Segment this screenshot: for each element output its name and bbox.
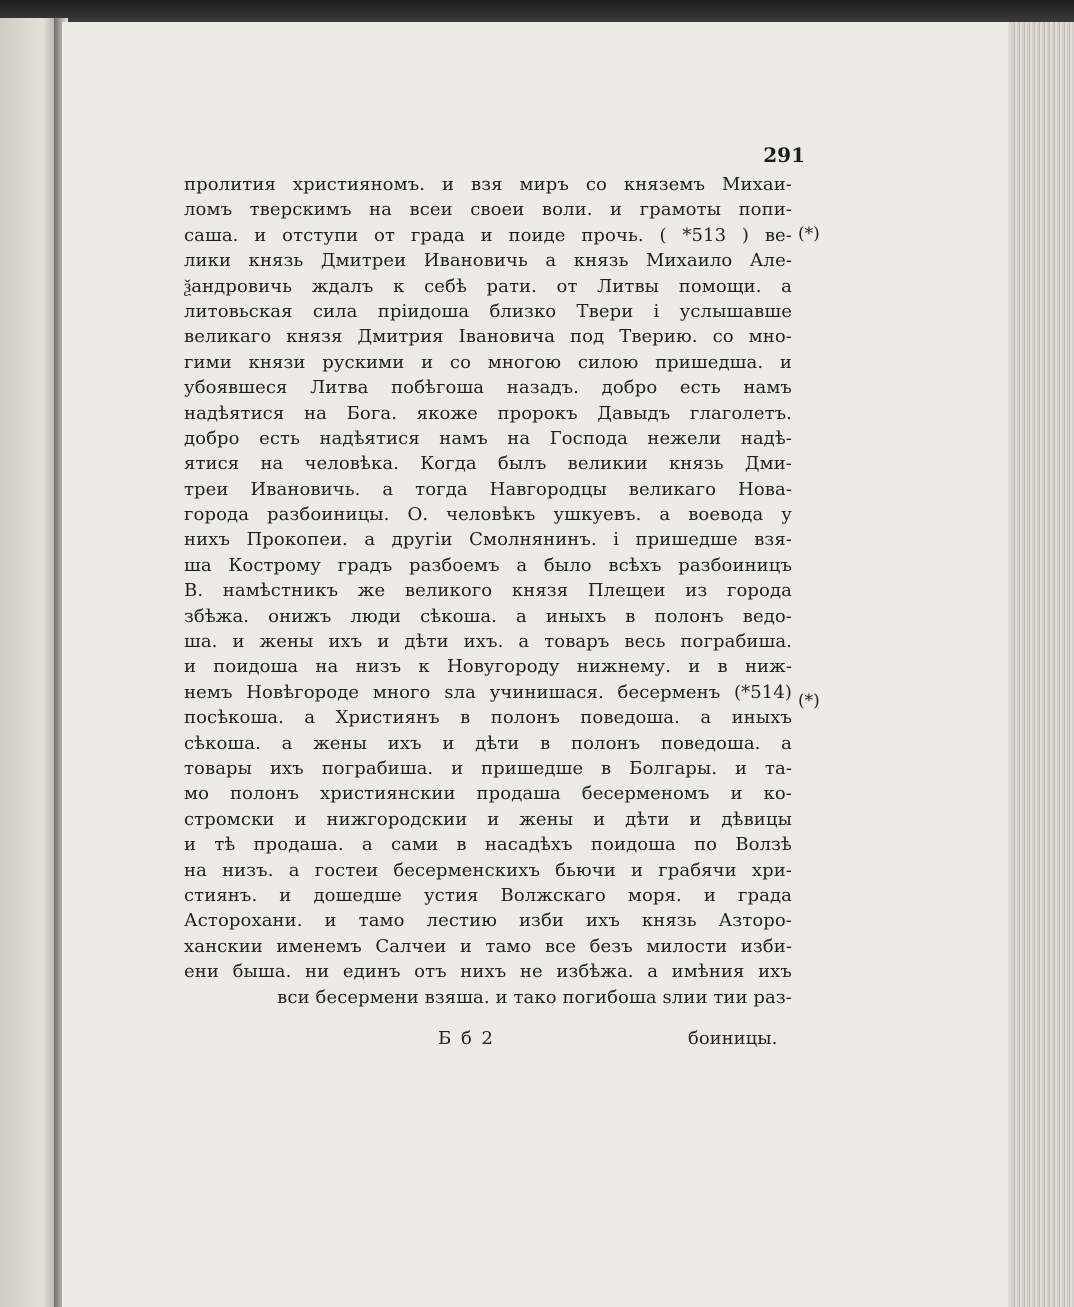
text-line: на низъ. а гостеи бесерменскихъ бьючи и грабячи хри- [184,859,792,881]
text-line: добро есть надѣятися намъ на Господа нежели надѣ- [184,427,792,449]
margin-note-514: (*) [798,691,820,711]
text-line: треи Ивановичь. а тогда Навгородцы великаго Нова- [184,478,792,500]
catchword: боиницы. [688,1028,778,1049]
text-line: стиянъ. и дошедше устия Волжскаго моря. и града [184,884,792,906]
text-line: ша Кострому градъ разбоемъ а было всѣхъ разбоиницъ [184,554,792,576]
text-line: ханскии именемъ Салчеи и тамо все безъ милости изби- [184,935,792,957]
text-line: убоявшеся Литва побѣгоша назадъ. добро есть намъ [184,377,792,399]
text-line: пролития християномъ. и взя миръ со княземъ Михаи- [184,174,792,195]
text-line: надѣятися на Бога. якоже пророкъ Давыдъ глаголетъ. [184,402,792,424]
text-line: литовьская сила прiидоша близко Твери i услышавше [184,300,792,322]
text-line: саша. и отступи от града и поиде прочь. ( *513 ) ве- [184,224,792,246]
page-stack-edge [1012,22,1074,1307]
text-line: и поидоша на низъ к Новугороду нижнему. и в ниж- [184,656,792,678]
text-line: ломъ тверскимъ на всеи своеи воли. и грамоты попи- [184,199,792,221]
text-line: збѣжа. онижъ люди сѣкоша. а иныхъ в полонъ ведо- [184,605,792,627]
text-line: посѣкоша. а Християнъ в полонъ поведоша. а иныхъ [184,707,792,729]
page-number: 291 [763,143,805,167]
text-line: нихъ Прокопеи. а другiи Смолнянинъ. i пришедше взя- [184,529,792,551]
text-line: ятися на человѣка. Когда былъ великии князь Дми- [184,453,792,475]
text-line: Асторохани. и тамо лестию изби ихъ князь Азторо- [184,910,792,932]
left-page-edge [0,18,62,1307]
text-line: стромски и нижгородскии и жены и дѣти и дѣвицы [184,808,792,830]
text-line: ѯандровичь ждалъ к себѣ рати. от Литвы помощи. а [184,275,792,297]
text-line: товары ихъ пограбиша. и пришедше в Болгары. и та- [184,757,792,779]
text-line: В. намѣстникъ же великого князя Плещеи из города [184,580,792,602]
text-line: ени быша. ни единъ отъ нихъ не избѣжа. а имѣния ихъ [184,961,792,983]
text-line: великаго князя Дмитрия Iвановича под Тверию. со мно- [184,326,792,348]
text-line: сѣкоша. а жены ихъ и дѣти в полонъ поведоша. а [184,732,792,754]
text-line: и тѣ продаша. а сами в насадѣхъ поидоша по Волзѣ [184,834,792,856]
text-line: вси бесермени взяша. и тако погибоша ѕлии тии раз- [277,986,792,1008]
book-spine [0,0,1074,22]
text-line: гими князи рускими и со многою силою пришедша. и [184,351,792,373]
text-line: ша. и жены ихъ и дѣти ихъ. а товаръ весь пограбиша. [184,631,792,653]
signature-mark: Б б 2 [438,1028,495,1049]
text-line: немъ Новѣгороде много ѕла учинишася. бесерменъ (*514) [184,681,792,703]
margin-note-513: (*) [798,224,820,244]
body-text [184,172,792,1010]
text-line: лики князь Дмитреи Ивановичь а князь Михаило Але- [184,250,792,272]
text-line: мо полонъ християнскии продаша бесерменомъ и ко- [184,783,792,805]
text-line: города разбоиницы. О. человѣкъ ушкуевъ. а воевода у [184,504,792,526]
